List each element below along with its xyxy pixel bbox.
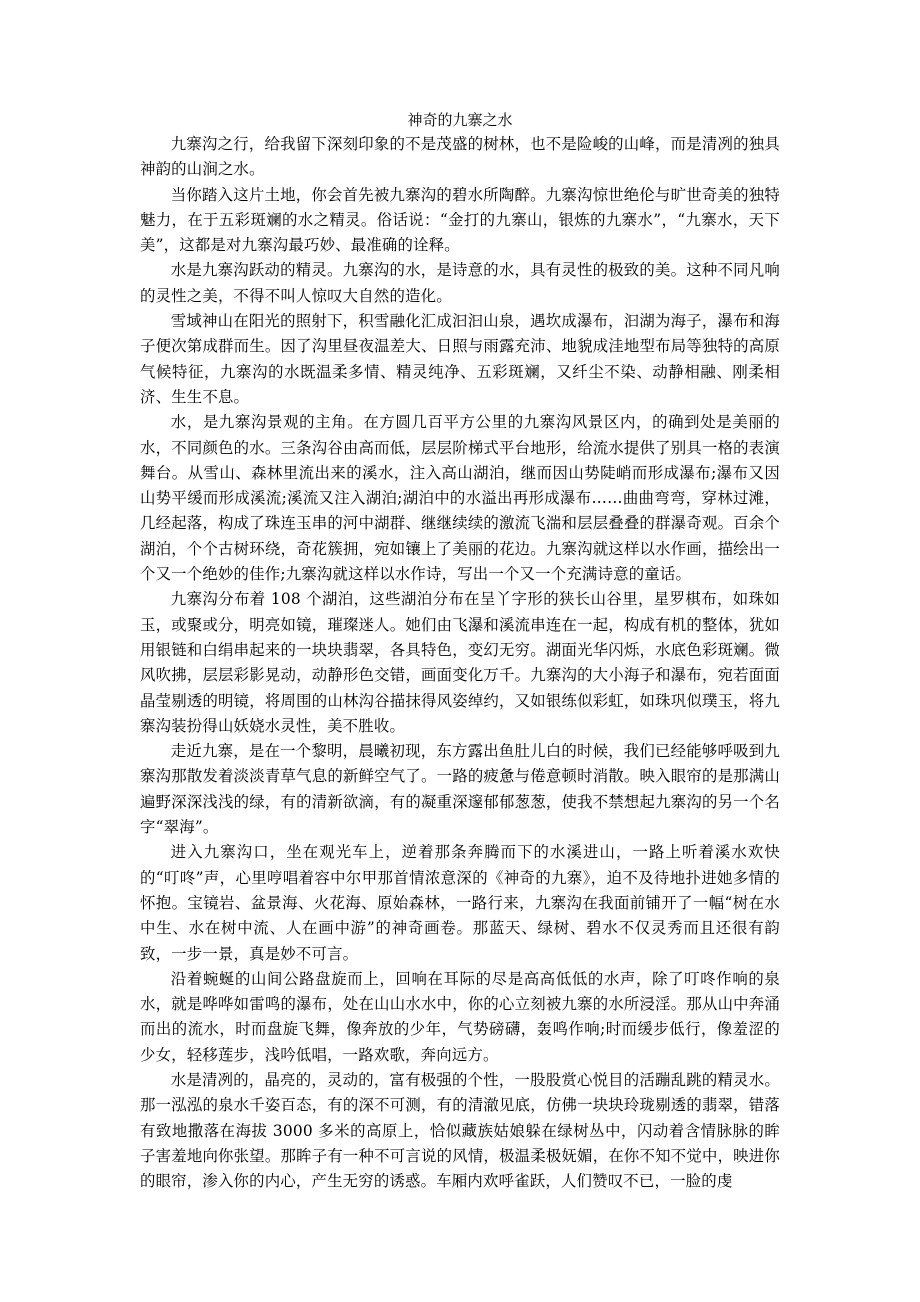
document-title: 神奇的九寨之水 [407,111,513,129]
document-page [140,108,780,1194]
paragraph: 水是九寨沟跃动的精灵。九寨沟的水，是诗意的水，具有灵性的极致的美。这种不同凡响的灵性之美，不得不叫人惊叹大自然的造化。 [140,261,780,305]
paragraph: 进入九寨沟口，坐在观光车上，逆着那条奔腾而下的水溪进山，一路上听着溪水欢快的“叮咚”声，心里哼唱着容中尔甲那首情浓意深的《神奇的九寨》，迫不及待地扑进她多情的怀抱。宝镜岩、盆景海、火花海、原始森林，一路行来，九寨沟在我面前铺开了一幅“树在水中生、水在树中流、人在画中游”的神奇画卷。那蓝天、绿树、碧水不仅灵秀而且还很有韵致，一步一景，真是妙不可言。 [140,843,780,963]
paragraph: 水是清冽的，晶亮的，灵动的，富有极强的个性，一股股赏心悦目的活蹦乱跳的精灵水。那一泓泓的泉水千姿百态，有的深不可测，有的清澈见底，仿佛一块块玲珑剔透的翡翠，错落有致地撒落在海拔 3000 多米的高原上，恰似藏族姑娘躲在绿树丛中，闪动着含情脉脉的眸子害羞地向你张望。那眸子有一种不可言说的风情，极温柔极妩媚，在你不知不觉中，映进你的眼帘，渗入你的内心，产生无穷的诱惑。车厢内欢呼雀跃，人们赞叹不已，一脸的虔 [140,1070,780,1191]
paragraph: 九寨沟分布着 108 个湖泊，这些湖泊分布在呈丫字形的狭长山谷里，星罗棋布，如珠如玉，或聚或分，明亮如镜，璀璨迷人。她们由飞瀑和溪流串连在一起，构成有机的整体，犹如用银链和白绢串起来的一块块翡翠，各具特色，变幻无穷。湖面光华闪烁，水底色彩斑斓。微风吹拂，层层彩影晃动，动静形色交错，画面变化万千。九寨沟的大小海子和瀑布，宛若面面晶莹剔透的明镜，将周围的山林沟谷描抹得风姿绰约，又如银练似彩虹，如珠巩似璞玉，将九寨沟装扮得山妖娆水灵性，美不胜收。 [140,590,780,735]
paragraph: 沿着蜿蜒的山间公路盘旋而上，回响在耳际的尽是高高低低的水声，除了叮咚作响的泉水，就是哗哗如雷鸣的瀑布，处在山山水水中，你的心立刻被九寨的水所浸淫。那从山中奔涌而出的流水，时而盘旋飞舞，像奔放的少年，气势磅礴，轰鸣作响;时而缓步低行，像羞涩的少女，轻移莲步，浅吟低唱，一路欢歌，奔向远方。 [140,969,780,1064]
paragraph: 走近九寨，是在一个黎明，晨曦初现，东方露出鱼肚儿白的时候，我们已经能够呼吸到九寨沟那散发着淡淡青草气息的新鲜空气了。一路的疲惫与倦意顿时消散。映入眼帘的是那满山遍野深深浅浅的绿，有的清新欲滴，有的凝重深邃郁郁葱葱，使我不禁想起九寨沟的另一个名字“翠海”。 [140,742,780,837]
paragraph: 雪域神山在阳光的照射下，积雪融化汇成汩汩山泉，遇坎成瀑布，汩湖为海子，瀑布和海子便次第成群而生。因了沟里昼夜温差大、日照与雨露充沛、地貌成洼地型布局等独特的高原气候特征，九寨沟的水既温柔多情、精灵纯净、五彩斑斓，又纤尘不染、动静相融、刚柔相济、生生不息。 [140,312,780,406]
paragraph: 九寨沟之行，给我留下深刻印象的不是茂盛的树林，也不是险峻的山峰，而是清冽的独具神韵的山涧之水。 [140,135,780,179]
paragraph: 当你踏入这片土地，你会首先被九寨沟的碧水所陶醉。九寨沟惊世绝伦与旷世奇美的独特魅力，在于五彩斑斓的水之精灵。俗话说：“金打的九寨山，银炼的九寨水”，“九寨水，天下美”，这都是对九寨沟最巧妙、最准确的诠释。 [140,185,780,255]
paragraph: 水，是九寨沟景观的主角。在方圆几百平方公里的九寨沟风景区内，的确到处是美丽的水，不同颜色的水。三条沟谷由高而低，层层阶梯式平台地形，给流水提供了别具一格的表演舞台。从雪山、森林里流出来的溪水，注入高山湖泊，继而因山势陡峭而形成瀑布;瀑布又因山势平缓而形成溪流;溪流又注入湖泊;湖泊中的水溢出再形成瀑布……曲曲弯弯，穿林过滩，几经起落，构成了珠连玉串的河中湖群、继继续续的激流飞湍和层层叠叠的群瀑奇观。百余个湖泊，个个古树环绕，奇花簇拥，宛如镶上了美丽的花边。九寨沟就这样以水作画，描绘出一个又一个绝妙的佳作;九寨沟就这样以水作诗，写出一个又一个充满诗意的童话。 [140,413,780,584]
